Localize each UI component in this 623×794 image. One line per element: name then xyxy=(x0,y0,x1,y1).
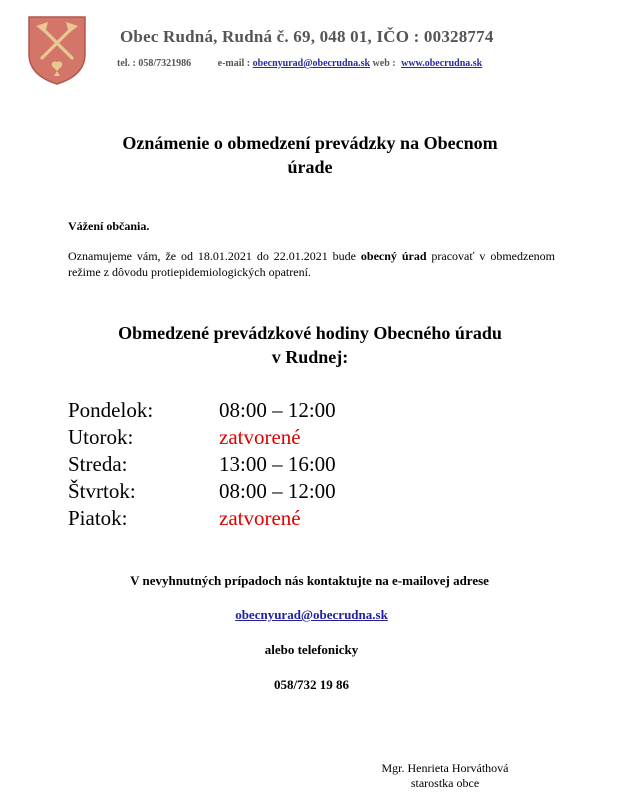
notice-body-bold: obecný úrad xyxy=(360,249,427,263)
schedule-time-closed: zatvorené xyxy=(219,425,301,449)
notice-body xyxy=(68,248,555,280)
header-email-link[interactable]: obecnyurad@obecrudna.sk xyxy=(252,58,371,69)
hours-schedule xyxy=(68,397,336,532)
schedule-time-closed: zatvorené xyxy=(219,506,301,530)
notice-body-part2: pracovať v obmedzenom režime z dôvodu protiepidemiologických opatrení. xyxy=(68,249,555,279)
contact-phone: 058/732 19 86 xyxy=(273,677,350,692)
contact-email-line xyxy=(0,607,623,623)
contact-intro: V nevyhnutných prípadoch nás kontaktujte na e-mailovej adrese xyxy=(130,573,489,588)
signature-role: starostka obce xyxy=(410,776,480,790)
schedule-row xyxy=(68,478,336,505)
schedule-time: 08:00 – 12:00 xyxy=(219,479,336,503)
hours-title-line1: Obmedzené prevádzkové hodiny Obecného úradu xyxy=(118,323,502,343)
schedule-row xyxy=(68,397,336,424)
schedule-row xyxy=(68,505,336,532)
header-phone: tel. : 058/7321986 xyxy=(117,58,192,69)
signature-name: Mgr. Henrieta Horváthová xyxy=(381,761,509,775)
notice-body-part1: Oznamujeme vám, že od 18.01.2021 do 22.01.2021 bude xyxy=(68,249,361,263)
municipality-header-title: Obec Rudná, Rudná č. 69, 048 01, IČO : 00328774 xyxy=(120,27,494,46)
schedule-time: 08:00 – 12:00 xyxy=(219,398,336,422)
header-email-label: e-mail : xyxy=(217,58,251,69)
header-web-label: web : xyxy=(372,58,396,69)
schedule-day: Pondelok: xyxy=(68,398,154,422)
greeting: Vážení občania. xyxy=(68,219,150,233)
coat-of-arms-icon xyxy=(26,14,88,86)
signature-block xyxy=(360,761,530,791)
hours-title xyxy=(60,321,560,369)
notice-title-line1: Oznámenie o obmedzení prevádzky na Obecnom xyxy=(122,133,498,153)
schedule-day: Streda: xyxy=(68,452,128,476)
notice-title-line2: úrade xyxy=(287,157,333,177)
schedule-row xyxy=(68,424,336,451)
contact-email-link[interactable]: obecnyurad@obecrudna.sk xyxy=(235,607,388,622)
schedule-row xyxy=(68,451,336,478)
schedule-day: Utorok: xyxy=(68,425,134,449)
header-web-link[interactable]: www.obecrudna.sk xyxy=(401,58,483,69)
schedule-time: 13:00 – 16:00 xyxy=(219,452,336,476)
notice-title xyxy=(60,131,560,179)
hours-title-line2: v Rudnej: xyxy=(271,347,349,367)
schedule-day: Piatok: xyxy=(68,506,128,530)
contact-alt: alebo telefonicky xyxy=(264,642,359,657)
header-contact-line xyxy=(117,58,482,69)
schedule-day: Štvrtok: xyxy=(68,479,136,503)
